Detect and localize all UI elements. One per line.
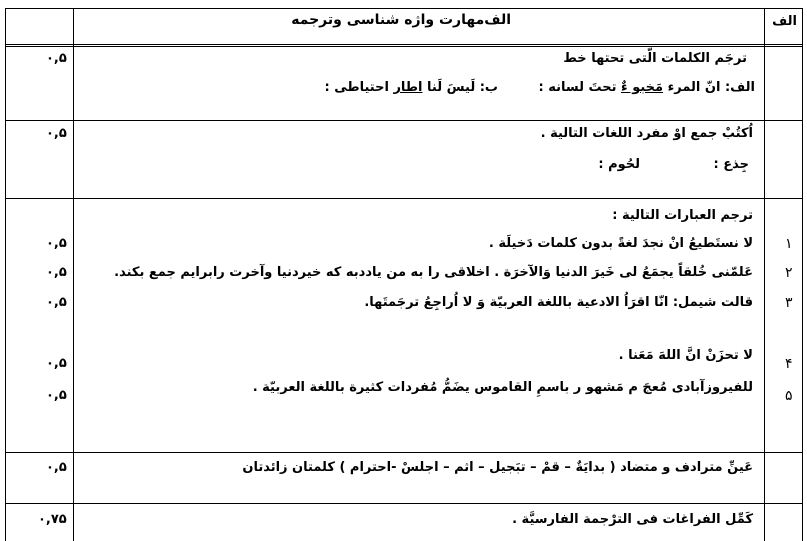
s3-item-1-text: لا نستَطیعُ انْ نجدَ لغةً بدون کلمات دَخیلَة .	[488, 236, 753, 251]
section-title: الف‌مهارت واژه شناسی وترجمه	[291, 12, 511, 28]
row-divider-2	[5, 198, 803, 199]
score-column-divider	[73, 8, 74, 541]
s5-score: ۰,۷۵	[38, 512, 67, 527]
s1-line-b-underlined-word: اطار	[393, 80, 423, 95]
header-divider	[5, 44, 803, 47]
s4-instruction: عَینِّ مترادف و متضاد ( بدایَةٌ – قمْ – تبَجیل – اثم – اجلسْ -احترام ) کلمتان زائدتان	[242, 460, 753, 475]
row-divider-1	[5, 120, 803, 121]
s1-line-a	[538, 80, 755, 96]
table-right-border	[802, 8, 803, 541]
s3-item-3-text: قالت شیمل: انّا اقرَاُ الادعیة باللغة العربیّة وَ لا اُراجِعُ ترجَمتَها.	[364, 295, 753, 310]
s3-item-5-score: ۰,۵	[46, 388, 67, 403]
s2-instruction: اُکتُبْ جمع اوْ مفرد اللغات التالیة .	[540, 126, 753, 141]
s3-item-2-number: ۲	[785, 265, 793, 281]
s1-line-b	[324, 80, 498, 96]
s3-item-4-text: لا تحزَنْ انَّ اللهَ مَعَنا .	[618, 348, 753, 363]
s5-instruction: کَمِّل الفراغات فی الترْجمة الفارسیَّة .	[512, 512, 753, 527]
s3-item-3-number: ۳	[785, 295, 793, 311]
row-divider-4	[5, 503, 803, 504]
s3-item-2-score: ۰,۵	[46, 265, 67, 280]
table-top-border	[5, 8, 803, 9]
s3-item-5-number: ۵	[785, 388, 793, 404]
s3-item-4-score: ۰,۵	[46, 356, 67, 371]
s2-word-2: لحُوم :	[598, 157, 640, 172]
header-row-label: الف	[772, 14, 797, 29]
row-divider-3	[5, 452, 803, 453]
s1-line-b-suffix: احتیاطی :	[324, 80, 394, 95]
s3-item-1-score: ۰,۵	[46, 236, 67, 251]
s3-item-4-number: ۴	[785, 356, 793, 372]
s1-line-a-prefix: الف: انّ المرء	[663, 80, 755, 95]
s1-line-b-prefix: ب: لَیسَ لَنا	[422, 80, 498, 95]
s3-item-5-text: للفیروزآبادی مُعجَ م مَشهو ر باسمِ القاموس یضَمُّ مُفردات کثیرة باللغة العربیّة .	[252, 380, 753, 395]
s3-item-2-text: عَلمّنی خُلقاً یجمَعُ لی خَیرَ الدنیا وَالآخرَة . اخلاقی را به من یاددبه که خیردنیا وآخرت رابرایم جمع بکند.	[114, 265, 753, 280]
s3-instruction: ترجم العبارات التالیة :	[612, 208, 753, 223]
s1-line-a-suffix: تحتَ لسانه :	[538, 80, 622, 95]
s3-item-3-score: ۰,۵	[46, 295, 67, 310]
s1-score: ۰,۵	[46, 51, 67, 66]
s1-instruction: ترجَم الکلمات الّتی تحتها خط	[563, 51, 747, 66]
s1-line-a-underlined-word: مَخبو ءٌ	[621, 80, 664, 95]
s2-word-1: جِذع :	[713, 157, 749, 172]
s3-item-1-number: ۱	[785, 236, 793, 252]
s2-score: ۰,۵	[46, 126, 67, 141]
s4-score: ۰,۵	[46, 460, 67, 475]
table-left-border	[5, 8, 6, 541]
number-column-divider	[764, 8, 765, 541]
